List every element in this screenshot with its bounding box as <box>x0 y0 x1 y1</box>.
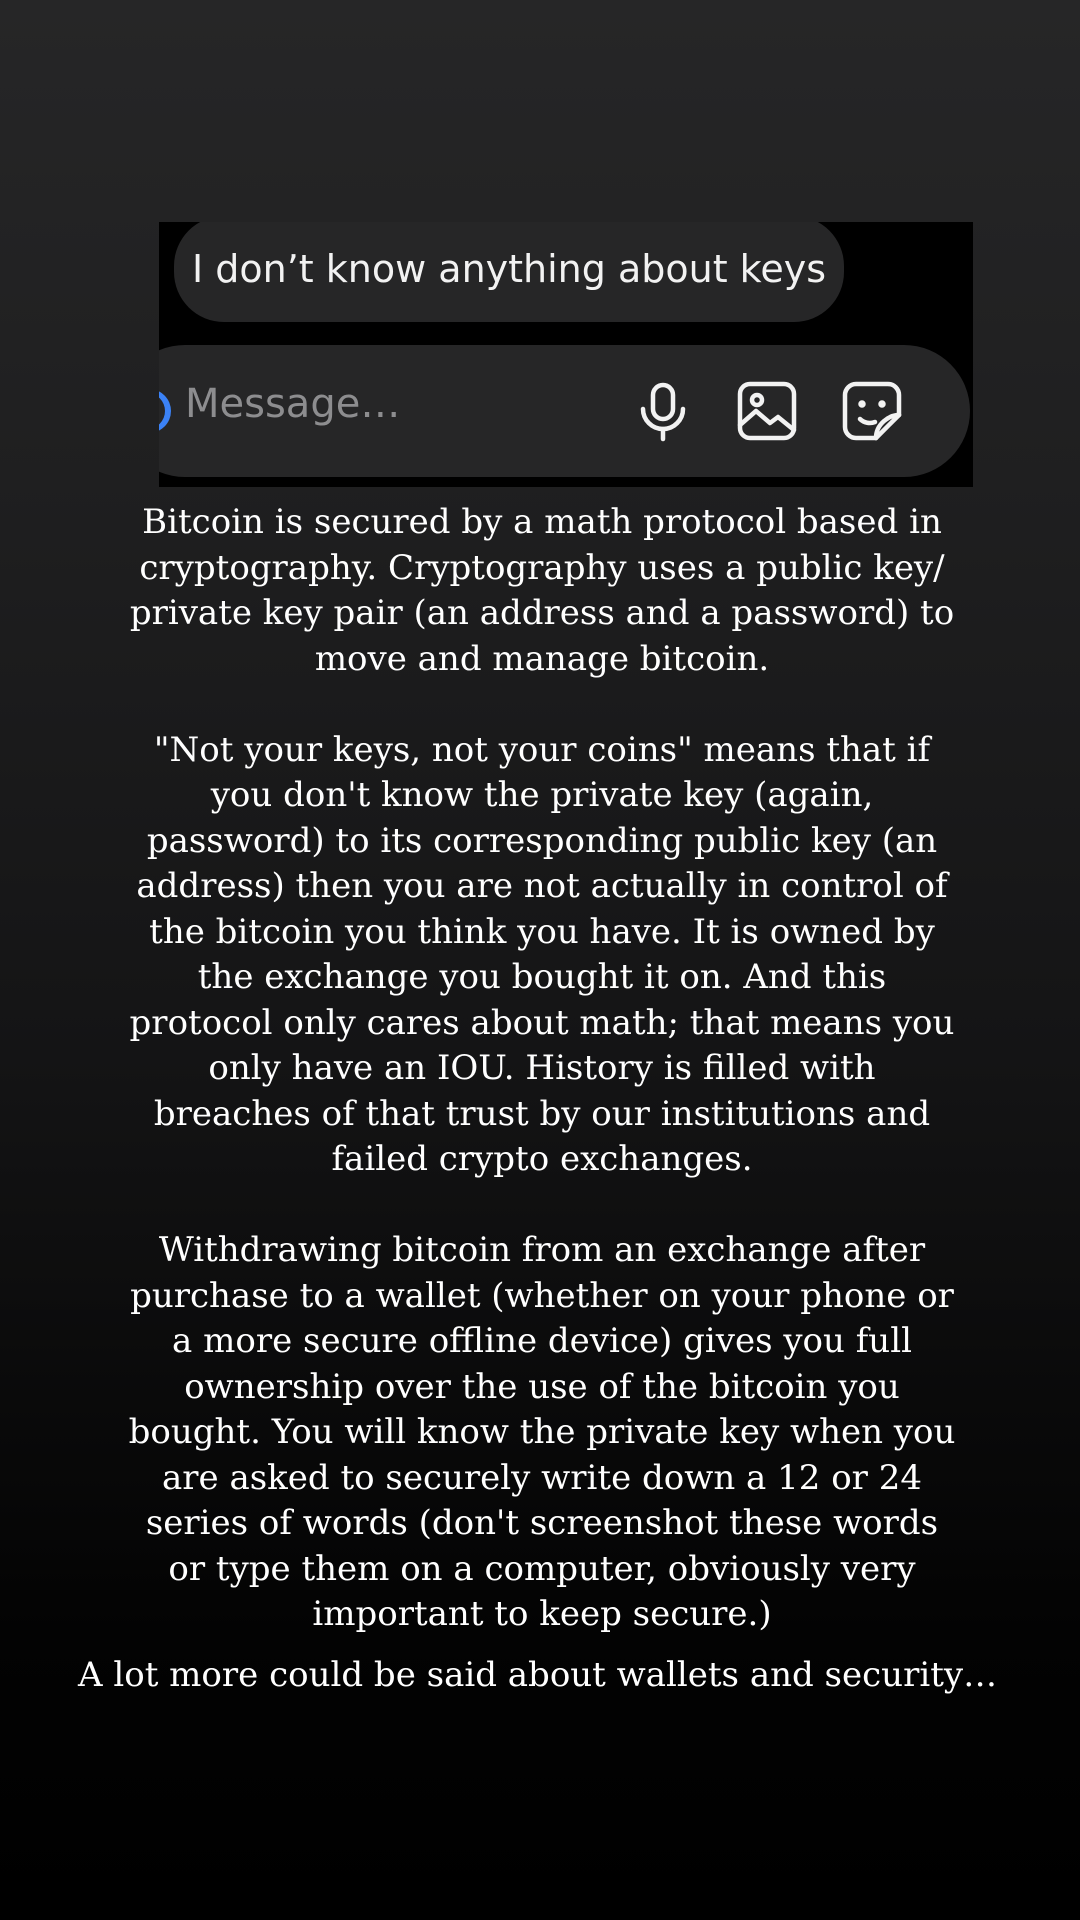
gallery-icon[interactable] <box>735 379 799 443</box>
paragraph-not-your-keys: "Not your keys, not your coins" means that if you don't know the private key (again, password) to its corresponding public key (an address) then you are not actually in control of the bitcoin you think you have. It is owned by the exchange you bought it on. And this protocol only cares about math; that means you only have an IOU. History is filled with breaches of that trust by our institutions and failed crypto exchanges. <box>129 729 955 1179</box>
message-bubble-text: I don’t know anything about keys <box>191 247 826 291</box>
message-input-placeholder[interactable]: Message… <box>185 381 401 427</box>
paragraph-cryptography: Bitcoin is secured by a math protocol based in cryptography. Cryptography uses a public key/ private key pair (an address and a password) to move and manage bitcoin. <box>129 502 955 679</box>
chat-screenshot <box>159 222 973 487</box>
paragraph-withdrawing: Withdrawing bitcoin from an exchange after purchase to a wallet (whether on your phone or a more secure offline device) gives you full ownership over the use of the bitcoin you bought. You will know the private key when you are asked to securely write down a 12 or 24 series of words (don't screenshot these words or type them on a computer, obviously very important to keep secure.) <box>128 1230 956 1634</box>
message-bubble <box>174 222 844 322</box>
closing-line: A lot more could be said about wallets and security… <box>78 1655 998 1695</box>
sticker-icon[interactable] <box>840 379 904 443</box>
article-body <box>125 500 959 1683</box>
mic-icon[interactable] <box>631 379 695 443</box>
